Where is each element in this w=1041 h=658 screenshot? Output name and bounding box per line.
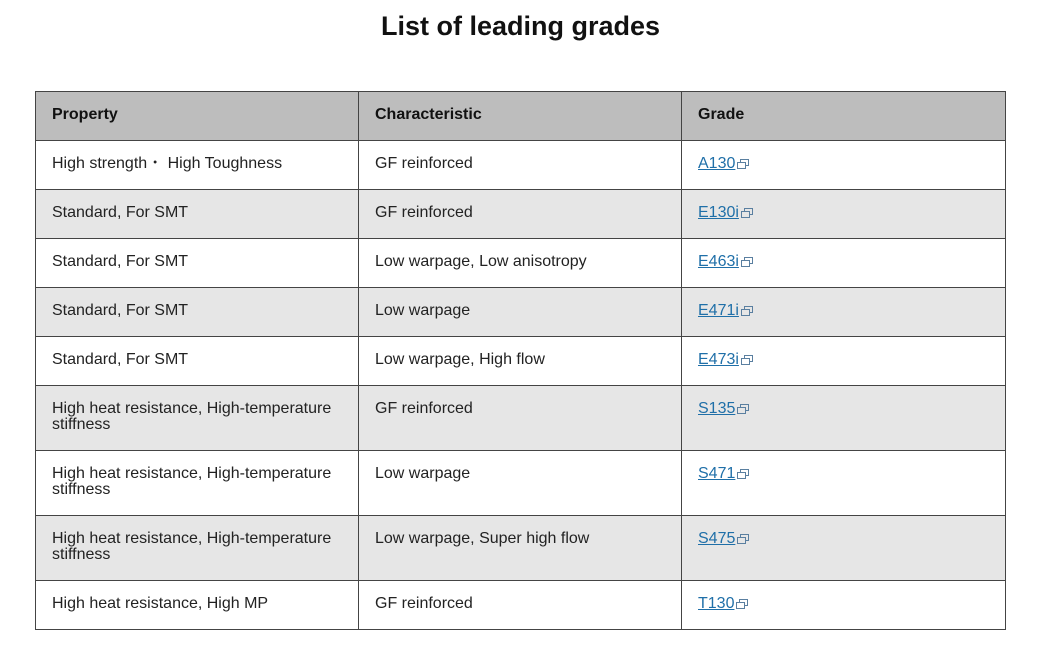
characteristic-cell: Low warpage, Super high flow <box>359 516 682 581</box>
header-property: Property <box>36 92 359 141</box>
characteristic-cell: GF reinforced <box>359 581 682 630</box>
header-grade: Grade <box>682 92 1006 141</box>
external-window-icon <box>737 404 750 414</box>
external-window-icon <box>737 469 750 479</box>
characteristic-cell: GF reinforced <box>359 141 682 190</box>
table-row <box>36 288 1006 337</box>
grade-link-label: S475 <box>698 530 736 547</box>
grade-link-label: E463i <box>698 253 739 270</box>
external-window-icon <box>741 257 754 267</box>
grade-link[interactable] <box>698 465 750 482</box>
table-row <box>36 516 1006 581</box>
property-cell: Standard, For SMT <box>36 239 359 288</box>
characteristic-cell: GF reinforced <box>359 190 682 239</box>
characteristic-cell: GF reinforced <box>359 386 682 451</box>
property-cell: Standard, For SMT <box>36 337 359 386</box>
grade-cell <box>682 190 1006 239</box>
external-window-icon <box>741 355 754 365</box>
table-row <box>36 239 1006 288</box>
grade-link[interactable] <box>698 204 754 221</box>
table-row <box>36 581 1006 630</box>
grade-link[interactable] <box>698 595 749 612</box>
grade-link-label: S471 <box>698 465 736 482</box>
property-cell: Standard, For SMT <box>36 288 359 337</box>
grade-link[interactable] <box>698 400 750 417</box>
property-cell: High heat resistance, High-temperature stiffness <box>36 386 359 451</box>
grade-cell <box>682 386 1006 451</box>
grade-link-label: E130i <box>698 204 739 221</box>
table-row <box>36 451 1006 516</box>
grade-link-label: A130 <box>698 155 736 172</box>
table-row <box>36 141 1006 190</box>
grade-cell <box>682 516 1006 581</box>
external-window-icon <box>737 534 750 544</box>
grade-cell <box>682 288 1006 337</box>
property-cell: Standard, For SMT <box>36 190 359 239</box>
property-cell: High strength・ High Toughness <box>36 141 359 190</box>
grade-cell <box>682 337 1006 386</box>
characteristic-cell: Low warpage <box>359 288 682 337</box>
header-characteristic: Characteristic <box>359 92 682 141</box>
grade-link-label: E473i <box>698 351 739 368</box>
characteristic-cell: Low warpage, High flow <box>359 337 682 386</box>
property-cell: High heat resistance, High-temperature stiffness <box>36 516 359 581</box>
external-window-icon <box>741 208 754 218</box>
table-row <box>36 190 1006 239</box>
characteristic-cell: Low warpage <box>359 451 682 516</box>
property-cell: High heat resistance, High MP <box>36 581 359 630</box>
grade-link[interactable] <box>698 302 754 319</box>
table-row <box>36 386 1006 451</box>
grade-link[interactable] <box>698 155 750 172</box>
external-window-icon <box>741 306 754 316</box>
characteristic-cell: Low warpage, Low anisotropy <box>359 239 682 288</box>
grade-link[interactable] <box>698 253 754 270</box>
table-header-row <box>36 92 1006 141</box>
grade-link[interactable] <box>698 351 754 368</box>
property-cell: High heat resistance, High-temperature stiffness <box>36 451 359 516</box>
external-window-icon <box>736 599 749 609</box>
grade-cell <box>682 141 1006 190</box>
grade-link-label: S135 <box>698 400 736 417</box>
grade-link-label: T130 <box>698 595 735 612</box>
table-row <box>36 337 1006 386</box>
grade-link[interactable] <box>698 530 750 547</box>
grade-cell <box>682 581 1006 630</box>
page-title: List of leading grades <box>380 11 661 41</box>
grade-link-label: E471i <box>698 302 739 319</box>
grade-cell <box>682 451 1006 516</box>
external-window-icon <box>737 159 750 169</box>
grades-table <box>35 91 1006 630</box>
grade-cell <box>682 239 1006 288</box>
